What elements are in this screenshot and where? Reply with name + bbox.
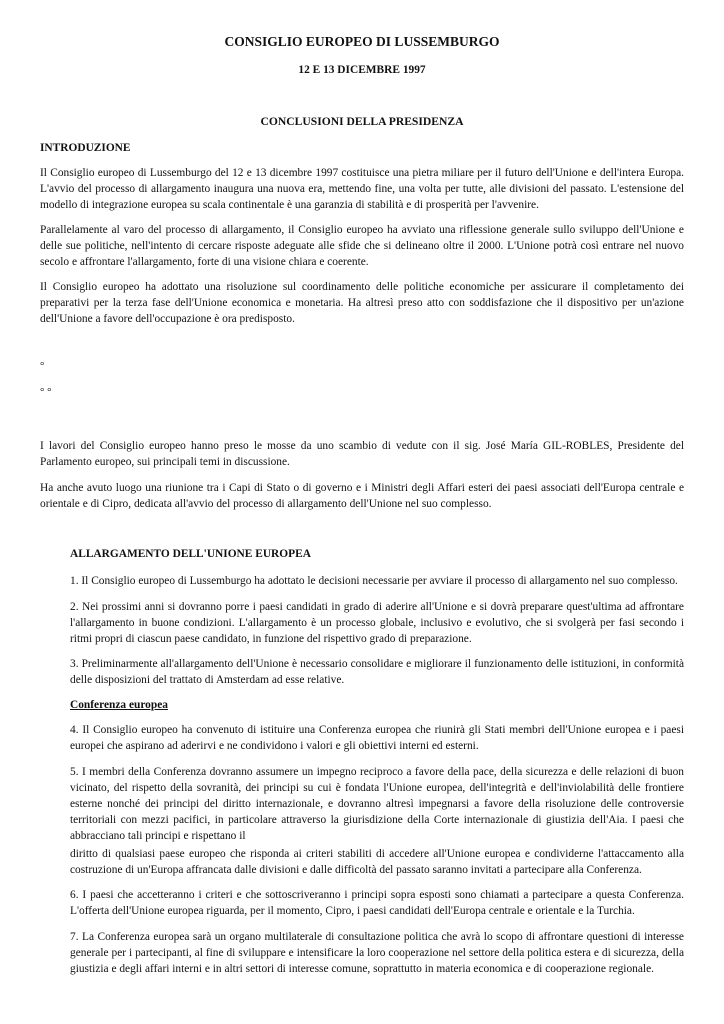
separator-mark-1: ° xyxy=(40,360,45,372)
intro-paragraph-2: Parallelamente al varo del processo di allargamento, il Consiglio europeo ha avviato una riflessione generale sullo sviluppo dell'Unione e delle sue politiche, nell'intento di cercare risposte adeguate alle sfide che si delineano oltre il 2000. L'Unione potrà così entrare nel nuovo secolo e affrontare l'allargamento, forte di una visione chiara e coerente. xyxy=(40,224,684,268)
separator-mark-2: ° ° xyxy=(40,386,52,398)
document-date: 12 E 13 DICEMBRE 1997 xyxy=(298,64,426,76)
intro-paragraph-4: I lavori del Consiglio europeo hanno preso le mosse da uno scambio di vedute con il sig. José María GIL-ROBLES, Presidente del Parlamento europeo, sui principali temi in discussione. xyxy=(40,440,684,468)
intro-paragraph-5: Ha anche avuto luogo una riunione tra i Capi di Stato o di governo e i Ministri degli Affari esteri dei paesi associati dell'Europa centrale e orientale e di Cipro, dedicata all'avvio del processo di allargamento dell'Unione nel suo complesso. xyxy=(40,482,684,510)
section-paragraph-2: 2. Nei prossimi anni si dovranno porre i paesi candidati in grado di aderire all'Unione e si dovrà preparare quest'ultima ad affrontare l'allargamento in buone condizioni. L'allargamento è un processo globale, inclusivo e evolutivo, che si svolgerà per fasi secondo i ritmi propri di ciascun paese candidato, in funzione del rispettivo grado di preparazione. xyxy=(70,601,684,645)
section-paragraph-5-continued: diritto di qualsiasi paese europeo che risponda ai criteri stabiliti di accedere all'Unione europea e condividerne l'attaccamento alla costruzione di un'Europa affrancata dalle divisioni e dalle difficoltà del passato saranno invitati a partecipare alla Conferenza. xyxy=(70,848,684,876)
section-paragraph-5: 5. I membri della Conferenza dovranno assumere un impegno reciproco a favore della pace, della sicurezza e delle relazioni di buon vicinato, del rispetto della sovranità, dei principi su cui è fondata l'Unione europea, dell'integrità e dell'inviolabilità delle frontiere esterne nonché dei principi del diritto internazionale, e dovranno altresì impegnarsi a favore della risoluzione delle controversie territoriali con mezzi pacifici, in particolare attraverso la giurisdizione della Corte internazionale di giustizia dell'Aia. I paesi che abbracciano tali principi e rispettano il xyxy=(70,766,684,842)
section-paragraph-7: 7. La Conferenza europea sarà un organo multilaterale di consultazione politica che avrà lo scopo di affrontare questioni di interesse generale per i partecipanti, al fine di sviluppare e intensificare la loro cooperazione nel settore della politica estera e di sicurezza, della giustizia e degli affari interni e in altri settori di interesse comune, soprattutto in materia economica e di cooperazione regionale. xyxy=(70,931,684,975)
section-paragraph-1: 1. Il Consiglio europeo di Lussemburgo ha adottato le decisioni necessarie per avviare il processo di allargamento nel suo complesso. xyxy=(70,575,678,587)
section-paragraph-4: 4. Il Consiglio europeo ha convenuto di istituire una Conferenza europea che riunirà gli Stati membri dell'Unione europea e i paesi europei che aspirano ad aderirvi e ne condividono i valori e gli obiettivi interni ed esterni. xyxy=(70,724,684,752)
document-title: CONSIGLIO EUROPEO DI LUSSEMBURGO xyxy=(224,34,500,49)
intro-paragraph-3: Il Consiglio europeo ha adottato una risoluzione sul coordinamento delle politiche economiche per assicurare il completamento dei preparativi per la terza fase dell'Unione economica e monetaria. Ha altresì preso atto con soddisfazione che il dispositivo per un'azione dell'Unione a favore dell'occupazione è ora predisposto. xyxy=(40,281,684,325)
section-paragraph-3: 3. Preliminarmente all'allargamento dell'Unione è necessario consolidare e migliorare il funzionamento delle istituzioni, in conformità delle disposizioni del trattato di Amsterdam ad esse relative. xyxy=(70,658,684,686)
document-subtitle: CONCLUSIONI DELLA PRESIDENZA xyxy=(260,115,464,128)
intro-paragraph-1: Il Consiglio europeo di Lussemburgo del 12 e 13 dicembre 1997 costituisce una pietra miliare per il futuro dell'Unione e dell'intera Europa. L'avvio del processo di allargamento inaugura una nuova era, mettendo fine, una volta per tutte, alle divisioni del passato. L'estensione del modello di integrazione europea su scala continentale è una garanzia di stabilità e di prosperità per l'avvenire. xyxy=(40,167,684,211)
section-paragraph-6: 6. I paesi che accetteranno i criteri e che sottoscriveranno i principi sopra esposti sono chiamati a partecipare a questa Conferenza. L'offerta dell'Unione europea riguarda, per il momento, Cipro, i paesi candidati dell'Europa centrale e orientale e la Turchia. xyxy=(70,889,684,917)
subsection-heading: Conferenza europea xyxy=(70,699,168,711)
section-heading: ALLARGAMENTO DELL'UNIONE EUROPEA xyxy=(70,548,311,560)
intro-heading: INTRODUZIONE xyxy=(40,142,131,154)
